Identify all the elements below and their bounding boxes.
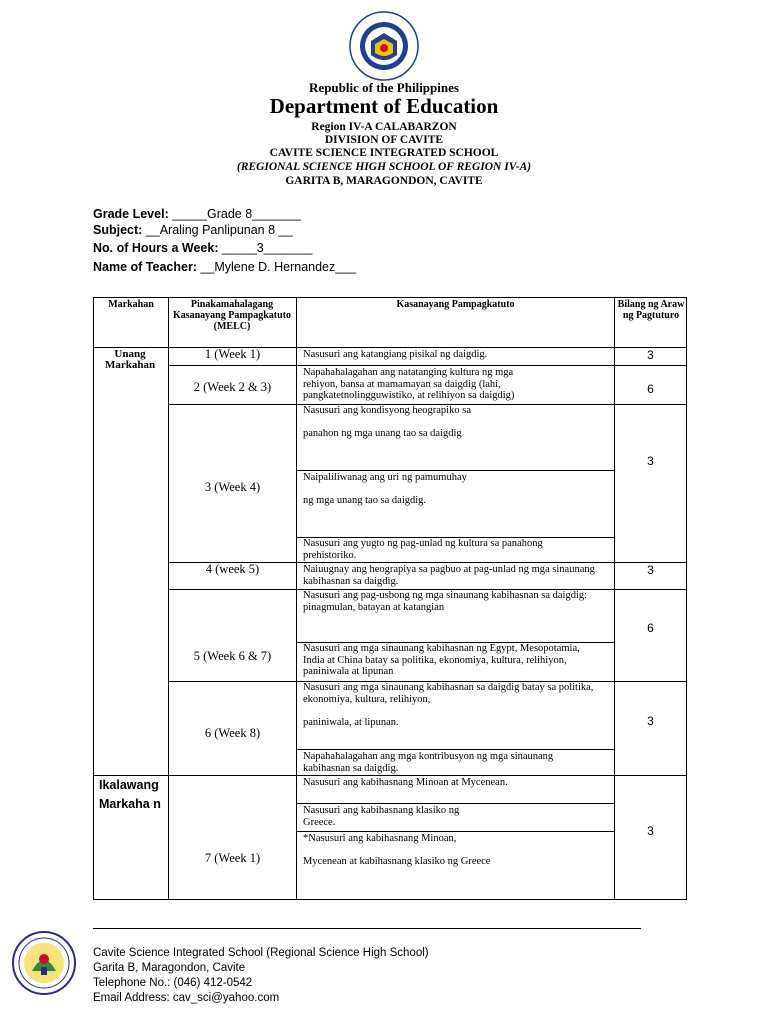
header-address: GARITA B, MARAGONDON, CAVITE [285,175,483,187]
week-4: 3 (Week 4) [204,480,261,494]
quarter-1-label: Unang Markahan [104,348,156,371]
header-school: CAVITE SCIENCE INTEGRATED SCHOOL [269,147,499,159]
header-republic: Republic of the Philippines [309,80,459,95]
competency-13: *Nasusuri ang kabihasnang Minoan, Mycenean at kabihasnang klasiko ng Greece [303,833,491,867]
hours-label: No. of Hours a Week: [93,241,219,255]
competency-4: Naipaliliwanag ang uri ng pamumuhay ng mga unang tao sa daigdig. [303,472,467,506]
footer-divider [93,928,641,929]
footer-email: Email Address: cav_sci@yahoo.com [93,992,280,1004]
teacher-label: Name of Teacher: [93,260,197,274]
header-department: Department of Education [269,94,499,118]
footer-address: Garita B, Maragondon, Cavite [93,962,246,974]
days-week-8: 3 [647,714,654,728]
competency-1: Nasusuri ang katangiang pisikal ng daigdig. [303,349,488,360]
subject-label: Subject: [93,223,143,237]
footer-telephone: Telephone No.: (046) 412-0542 [93,977,253,989]
header-competency: Kasanayang Pampagkatuto [396,299,515,310]
header-division: DIVISION OF CAVITE [324,134,444,146]
week-8: 6 (Week 8) [204,726,261,740]
school-seal-logo [12,931,76,995]
days-week-1: 3 [647,348,654,362]
week-5: 4 (week 5) [205,562,260,576]
competency-11: Nasusuri ang kabihasnang Minoan at Mycenean. [303,777,508,788]
quarter-2-label: Ikalawang Markaha n [99,778,161,811]
teacher-value: __Mylene D. Hernandez___ [200,260,357,274]
competency-7: Nasusuri ang pag-usbong ng mga sinaunang kabihasnan sa daigdig: pinagmulan, batayan at katangian [303,590,588,613]
days-week-4: 3 [647,454,654,468]
week-2-3: 2 (Week 2 & 3) [193,380,272,394]
header-region: Region IV-A CALABARZON [311,121,457,133]
header-days: Bilang ng Araw ng Pagtuturo [617,299,685,321]
competency-6: Naiuugnay ang heograpiya sa pagbuo at pag-unlad ng mga sinaunang kabihasnan sa daigdig. [303,564,595,587]
competency-12: Nasusuri ang kabihasnang klasiko ng Greece. [303,805,460,828]
footer-school: Cavite Science Integrated School (Regional Science High School) [93,947,429,959]
competency-2: Napahahalagahan ang natatanging kultura ng mga rehiyon, bansa at mamamayan sa daigdig (lahi, pangkatetnolingguwistiko, at relihiyon sa daigdig) [303,367,515,401]
week-6-7: 5 (Week 6 & 7) [193,649,272,663]
header-quarter: Markahan [108,299,154,310]
days-q2-week-1: 3 [647,824,654,838]
hours-value: _____3_______ [221,241,313,255]
subject-value: __Araling Panlipunan 8 __ [145,223,293,237]
days-week-2-3: 6 [647,382,654,396]
competency-5: Nasusuri ang yugto ng pag-unlad ng kultura sa panahong prehistoriko. [303,538,543,561]
grade-label: Grade Level: [93,207,169,221]
header-school-sub: (REGIONAL SCIENCE HIGH SCHOOL OF REGION IV-A) [236,161,532,173]
days-week-6-7: 6 [647,621,654,635]
competency-8: Nasusuri ang mga sinaunang kabihasnan ng Egypt, Mesopotamia, India at China batay sa politika, ekonomiya, kultura, relihiyon, paniniwala at lipunan [303,643,580,677]
header-melc: Pinakamahalagang Kasanayang Pampagkatuto (MELC) [172,299,292,332]
competency-10: Napahahalagahan ang mga kontribusyon ng mga sinaunang kabihasnan sa daigdig. [303,751,554,774]
competency-9: Nasusuri ang mga sinaunang kabihasnan sa daigdig batay sa politika, ekonomiya, kultura, relihiyon, paniniwala, at lipunan. [303,682,594,728]
competency-3: Nasusuri ang kondisyong heograpiko sa panahon ng mga unang tao sa daigdig [303,405,471,439]
grade-value: _____Grade 8_______ [172,207,301,221]
days-week-5: 3 [647,563,654,577]
week-1: 1 (Week 1) [204,347,261,361]
q2-week-1: 7 (Week 1) [204,851,261,865]
